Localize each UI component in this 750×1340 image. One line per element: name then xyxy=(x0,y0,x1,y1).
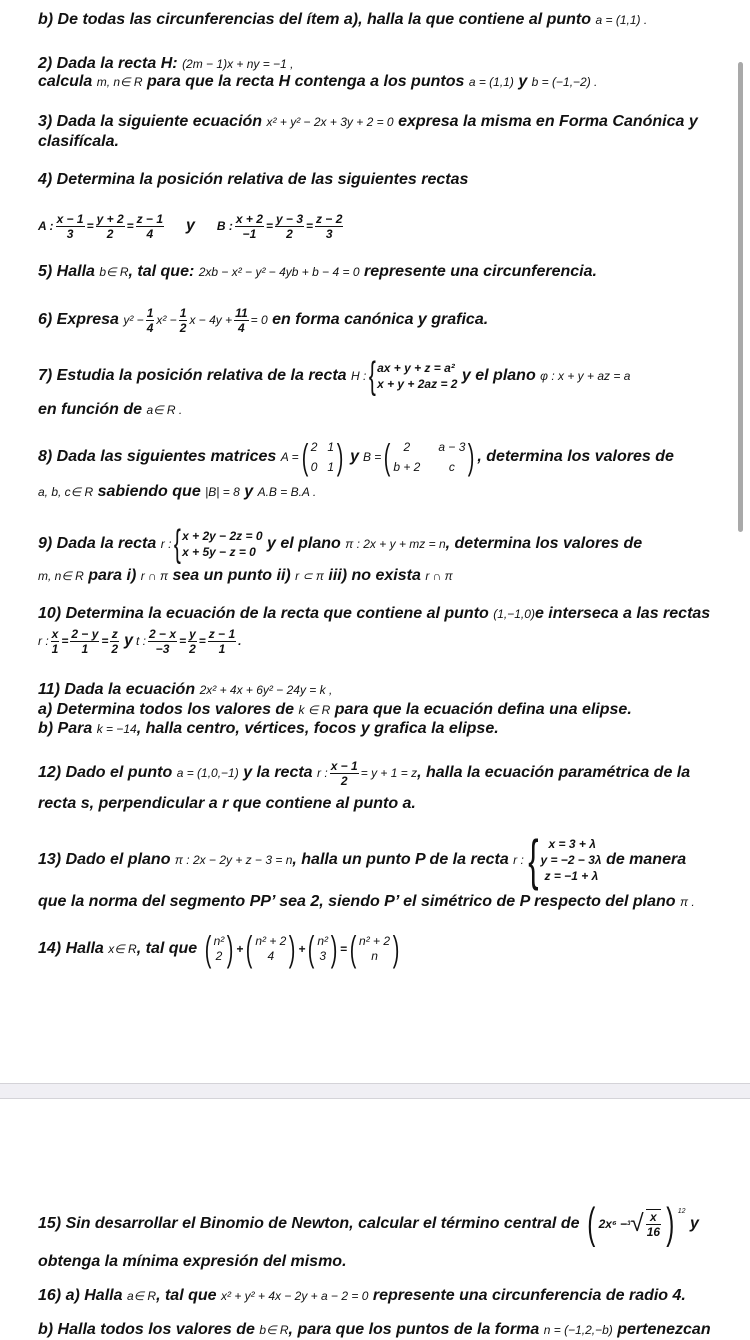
text: , halla la ecuación paramétrica de la xyxy=(417,764,691,781)
math-equation: 2xb − x² − y² − 4yb + b − 4 = 0 xyxy=(198,265,360,279)
math: a = (1,1) xyxy=(468,75,514,89)
binomial-bottom: 3 xyxy=(319,949,327,963)
equals: = xyxy=(101,634,109,648)
right-paren-icon: ) xyxy=(392,928,400,969)
problem-9-line1 xyxy=(38,524,642,564)
equals: = xyxy=(179,634,187,648)
numerator: z xyxy=(111,626,118,641)
problem-2-line2 xyxy=(38,72,597,92)
equals: = xyxy=(61,634,69,648)
label-r: r : xyxy=(513,853,524,867)
denominator: 2 xyxy=(189,641,196,656)
numerator: x − 1 xyxy=(330,758,358,773)
math: b = (−1,−2) . xyxy=(531,75,598,89)
vertical-scrollbar[interactable] xyxy=(738,62,743,532)
math-plane: φ : x + y + az = a xyxy=(540,369,631,383)
problem-11-line1 xyxy=(38,680,332,700)
text: b) De todas las circunferencias del ítem a), halla la que contiene al punto xyxy=(38,11,592,28)
math: r ∩ π xyxy=(425,569,453,583)
text: en función de xyxy=(38,401,142,418)
left-paren-icon: ( xyxy=(349,928,357,969)
text: pertenezcan xyxy=(617,1321,711,1338)
text: iii) no exista xyxy=(328,567,421,584)
problem-13-line2 xyxy=(38,892,695,912)
text: 2) Dada la recta H: xyxy=(38,55,178,72)
text: de manera xyxy=(606,851,687,868)
left-brace-icon: { xyxy=(174,523,182,565)
problem-14 xyxy=(38,929,402,969)
fraction xyxy=(148,627,177,656)
denominator: −3 xyxy=(155,641,170,656)
numerator: z − 2 xyxy=(316,211,343,226)
left-paren-icon: ( xyxy=(246,928,253,969)
binomial-top: n² xyxy=(213,934,225,948)
cube-root xyxy=(627,1209,663,1239)
text: y xyxy=(244,483,254,500)
fraction xyxy=(51,627,60,656)
math: m, n∈ R xyxy=(96,75,143,89)
math: a∈ R xyxy=(126,1289,157,1303)
math: 2x⁶ − xyxy=(598,1217,628,1231)
text: calcula xyxy=(38,73,93,90)
matrix-cell: 0 xyxy=(310,460,318,474)
matrix-cell: 1 xyxy=(327,440,335,454)
fraction xyxy=(188,627,197,656)
math: b∈ R xyxy=(259,1323,289,1337)
left-paren-icon: ( xyxy=(587,1199,596,1248)
math: y² − xyxy=(123,313,144,327)
text: , tal que: xyxy=(128,263,195,280)
label-B: B = xyxy=(362,450,382,464)
equation-system xyxy=(524,828,602,891)
fraction xyxy=(136,212,164,241)
text: 13) Dado el plano xyxy=(38,851,171,868)
problem-9-line2 xyxy=(38,566,453,586)
right-paren-icon: ) xyxy=(226,928,234,969)
problem-13-line1 xyxy=(38,828,687,891)
text: , determina los valores de xyxy=(477,448,674,465)
fraction xyxy=(146,306,155,335)
problem-8-line1 xyxy=(38,437,674,477)
math: |B| = 8 xyxy=(205,485,240,499)
left-brace-icon: { xyxy=(369,355,377,397)
right-paren-icon: ) xyxy=(468,436,475,477)
numerator: y + 2 xyxy=(96,211,124,226)
matrix-B xyxy=(381,437,477,477)
matrix-cell: c xyxy=(448,460,455,474)
numerator: 11 xyxy=(235,305,248,320)
problem-16b xyxy=(38,1320,711,1340)
text: 6) Expresa xyxy=(38,311,119,328)
label-A: A = xyxy=(280,450,299,464)
problem-3-line2 xyxy=(38,132,119,152)
problem-2-line1 xyxy=(38,54,293,74)
math: k = −14 xyxy=(96,722,137,736)
binomial-bottom: 4 xyxy=(267,949,275,963)
numerator: x + 2 xyxy=(235,211,263,226)
right-paren-icon: ) xyxy=(289,928,296,969)
text: sea un punto ii) xyxy=(172,567,291,584)
text: y el plano xyxy=(266,535,341,552)
denominator: 2 xyxy=(179,320,187,335)
math: m, n∈ R xyxy=(38,569,84,583)
math-plane: π : 2x + y + mz = n xyxy=(345,537,446,551)
problem-15-line2 xyxy=(38,1252,347,1272)
period: . xyxy=(238,634,242,648)
denominator: 4 xyxy=(146,226,154,241)
fraction xyxy=(110,627,119,656)
text: , tal que xyxy=(136,940,198,957)
fraction xyxy=(179,306,188,335)
numerator: 1 xyxy=(146,305,154,320)
math: = 0 xyxy=(250,313,268,327)
matrix-cell: a − 3 xyxy=(438,440,466,454)
label-B: B : xyxy=(216,219,233,233)
numerator: z − 1 xyxy=(208,626,236,641)
binomial-top: n² + 2 xyxy=(359,934,391,948)
text: represente una circunferencia de radio 4. xyxy=(372,1287,686,1304)
label-t: t : xyxy=(136,634,147,648)
fraction xyxy=(56,212,85,241)
root-index: 3 xyxy=(627,1221,631,1227)
text: en forma canónica y grafica. xyxy=(272,311,489,328)
math: r ⊂ π xyxy=(295,569,324,583)
text: 11) Dada la ecuación xyxy=(38,681,196,698)
left-paren-icon: ( xyxy=(204,928,211,969)
denominator: 16 xyxy=(646,1225,661,1239)
math-line-equation: (2m − 1)x + ny = −1 , xyxy=(182,57,294,71)
numerator: x − 1 xyxy=(56,211,84,226)
right-paren-icon: ) xyxy=(666,1199,675,1248)
matrix-A xyxy=(299,437,346,477)
numerator: y xyxy=(189,626,196,641)
text: 5) Halla xyxy=(38,263,95,280)
problem-10-line2 xyxy=(38,624,241,658)
denominator: 4 xyxy=(238,320,245,335)
numerator: z − 1 xyxy=(136,211,164,226)
text: 12) Dado el punto xyxy=(38,764,173,781)
equation-system xyxy=(171,525,262,563)
text: 10) Determina la ecuación de la recta que contiene al punto xyxy=(38,605,489,622)
text: 15) Sin desarrollar el Binomio de Newton, calcular el término central de xyxy=(38,1215,580,1232)
problem-1b xyxy=(38,10,647,30)
numerator: x xyxy=(51,626,59,641)
text: 7) Estudia la posición relativa de la recta xyxy=(38,367,347,384)
equals: = xyxy=(86,219,94,233)
fraction xyxy=(208,627,236,656)
text: para que la ecuación defina una elipse. xyxy=(334,701,632,718)
problem-12-line1 xyxy=(38,756,690,790)
text: a) Determina todos los valores de xyxy=(38,701,295,718)
text: , tal que xyxy=(156,1287,217,1304)
text: para que la recta H contenga a los puntos xyxy=(146,73,465,90)
math: x∈ R xyxy=(108,942,137,956)
equation-row: z = −1 + λ xyxy=(544,869,599,883)
numerator: 1 xyxy=(179,305,187,320)
math: x² − xyxy=(156,313,177,327)
math: k ∈ R xyxy=(298,703,331,717)
problem-3-line1 xyxy=(38,112,698,132)
text: y xyxy=(124,632,134,649)
text: y xyxy=(518,73,528,90)
binomial-coefficient xyxy=(243,928,298,969)
problem-15-line1 xyxy=(38,1200,699,1248)
problem-11b xyxy=(38,719,499,739)
fraction xyxy=(315,212,343,241)
denominator: 3 xyxy=(325,226,333,241)
math-plane: π : 2x − 2y + z − 3 = n xyxy=(174,853,293,867)
problem-7-line2 xyxy=(38,400,182,420)
fraction xyxy=(70,627,99,656)
text: , determina los valores de xyxy=(445,535,643,552)
text: 8) Dada las siguientes matrices xyxy=(38,448,277,465)
text: y el plano xyxy=(461,367,536,384)
problem-11a xyxy=(38,700,632,720)
text: para i) xyxy=(88,567,137,584)
fraction xyxy=(330,759,359,788)
radical-icon: √ xyxy=(630,1210,644,1237)
problem-6 xyxy=(38,302,488,338)
equals: = xyxy=(198,634,206,648)
math-point: (1,−1,0) xyxy=(493,607,535,621)
denominator: 1 xyxy=(51,641,59,656)
math: a, b, c∈ R xyxy=(38,485,94,499)
text: clasifícala. xyxy=(38,133,119,150)
math: π . xyxy=(679,895,695,909)
plus: + xyxy=(298,942,306,956)
text: e interseca a las rectas xyxy=(534,605,711,622)
equation-row: ax + y + z = a² xyxy=(377,361,455,375)
fraction xyxy=(234,306,248,335)
binomial-coefficient xyxy=(347,928,402,969)
numerator: y − 3 xyxy=(275,211,303,226)
exponent: 12 xyxy=(677,1208,686,1215)
binomial-bottom: 2 xyxy=(215,949,223,963)
math: = y + 1 = z xyxy=(360,766,418,780)
text: 14) Halla xyxy=(38,940,104,957)
denominator: 3 xyxy=(66,226,74,241)
binomial-top: n² xyxy=(317,934,329,948)
equation-row: x = 3 + λ xyxy=(548,837,596,851)
math-equation: x² + y² + 4x − 2y + a − 2 = 0 xyxy=(220,1289,369,1303)
denominator: 2 xyxy=(340,773,348,788)
denominator: 2 xyxy=(111,641,119,656)
text: b) Halla todos los valores de xyxy=(38,1321,255,1338)
text: , para que los puntos de la forma xyxy=(288,1321,540,1338)
right-paren-icon: ) xyxy=(330,928,338,969)
label-H: H : xyxy=(351,369,367,383)
text: 16) a) Halla xyxy=(38,1287,123,1304)
text: obtenga la mínima expresión del mismo. xyxy=(38,1253,347,1270)
denominator: 1 xyxy=(218,641,226,656)
math: b∈ R xyxy=(99,265,129,279)
matrix-cell: 2 xyxy=(310,440,318,454)
plus: + xyxy=(236,942,244,956)
math-equation: 2x² + 4x + 6y² − 24y = k , xyxy=(199,683,333,697)
fraction xyxy=(235,212,264,241)
math: x − 4y + xyxy=(189,313,233,327)
equation-row: x + 5y − z = 0 xyxy=(182,545,256,559)
denominator: 1 xyxy=(81,641,89,656)
denominator: −1 xyxy=(242,226,257,241)
problem-5 xyxy=(38,262,597,282)
text: 3) Dada la siguiente ecuación xyxy=(38,113,263,130)
text: expresa la misma en Forma Canónica y xyxy=(398,113,698,130)
text: y xyxy=(689,1215,699,1232)
binomial-top: n² + 2 xyxy=(255,934,287,948)
left-paren-icon: ( xyxy=(301,436,308,477)
equals: = xyxy=(126,219,134,233)
binomial-expression xyxy=(584,1199,686,1248)
denominator: 4 xyxy=(146,320,154,335)
left-paren-icon: ( xyxy=(384,436,391,477)
equation-system xyxy=(366,357,457,395)
problem-7-line1 xyxy=(38,356,630,396)
matrix-cell: b + 2 xyxy=(393,460,421,474)
binomial-coefficient xyxy=(305,928,340,969)
matrix-cell: 1 xyxy=(327,460,335,474)
text: b) Para xyxy=(38,720,93,737)
text: y xyxy=(186,217,195,234)
label-r: r : xyxy=(38,634,49,648)
text: y la recta xyxy=(243,764,313,781)
text: que la norma del segmento PP’ sea 2, siendo P’ el simétrico de P respecto del plano xyxy=(38,893,676,910)
fraction xyxy=(275,212,304,241)
label-r: r : xyxy=(317,766,328,780)
text: represente una circunferencia. xyxy=(363,263,597,280)
equals: = xyxy=(340,942,348,956)
math-equation: x² + y² − 2x + 3y + 2 = 0 xyxy=(266,115,394,129)
equation-row: x + 2y − 2z = 0 xyxy=(182,529,263,543)
left-brace-icon: { xyxy=(528,828,539,891)
equation-row: y = −2 − 3λ xyxy=(540,853,602,867)
text: , halla un punto P de la recta xyxy=(292,851,509,868)
problem-4 xyxy=(38,170,468,190)
text: y xyxy=(350,448,359,465)
equals: = xyxy=(265,219,273,233)
fraction xyxy=(646,1209,661,1239)
text: sabiendo que xyxy=(97,483,201,500)
equation-row: x + y + 2az = 2 xyxy=(377,377,458,391)
binomial-coefficient xyxy=(202,928,237,969)
text: 9) Dada la recta xyxy=(38,535,157,552)
right-paren-icon: ) xyxy=(336,436,344,477)
text: 4) Determina la posición relativa de las siguientes rectas xyxy=(38,171,469,188)
equals: = xyxy=(306,219,314,233)
problem-12-line2 xyxy=(38,794,416,814)
numerator: 2 − x xyxy=(149,626,177,641)
math-point: a = (1,1) . xyxy=(595,13,648,27)
label-r: r : xyxy=(160,537,172,551)
math: r ∩ π xyxy=(140,569,169,583)
matrix-cell: 2 xyxy=(403,440,411,454)
problem-4-lines xyxy=(38,208,345,244)
denominator: 2 xyxy=(286,226,293,241)
binomial-bottom: n xyxy=(371,949,378,963)
fraction xyxy=(96,212,125,241)
math-point: a = (1,0,−1) xyxy=(176,766,239,780)
numerator: 2 − y xyxy=(71,626,99,641)
label-A: A : xyxy=(38,219,54,233)
math-point: n = (−1,2,−b) xyxy=(543,1323,613,1337)
problem-10-line1 xyxy=(38,604,710,624)
numerator: x xyxy=(646,1210,661,1225)
problem-8-line2 xyxy=(38,482,316,502)
math: A.B = B.A . xyxy=(257,485,317,499)
left-paren-icon: ( xyxy=(308,928,315,969)
text: , halla centro, vértices, focos y grafica la elipse. xyxy=(136,720,499,737)
page-separator xyxy=(0,1083,750,1099)
math: a∈ R . xyxy=(146,403,183,417)
problem-16a xyxy=(38,1286,686,1306)
denominator: 2 xyxy=(106,226,114,241)
text: recta s, perpendicular a r que contiene al punto a. xyxy=(38,795,416,812)
